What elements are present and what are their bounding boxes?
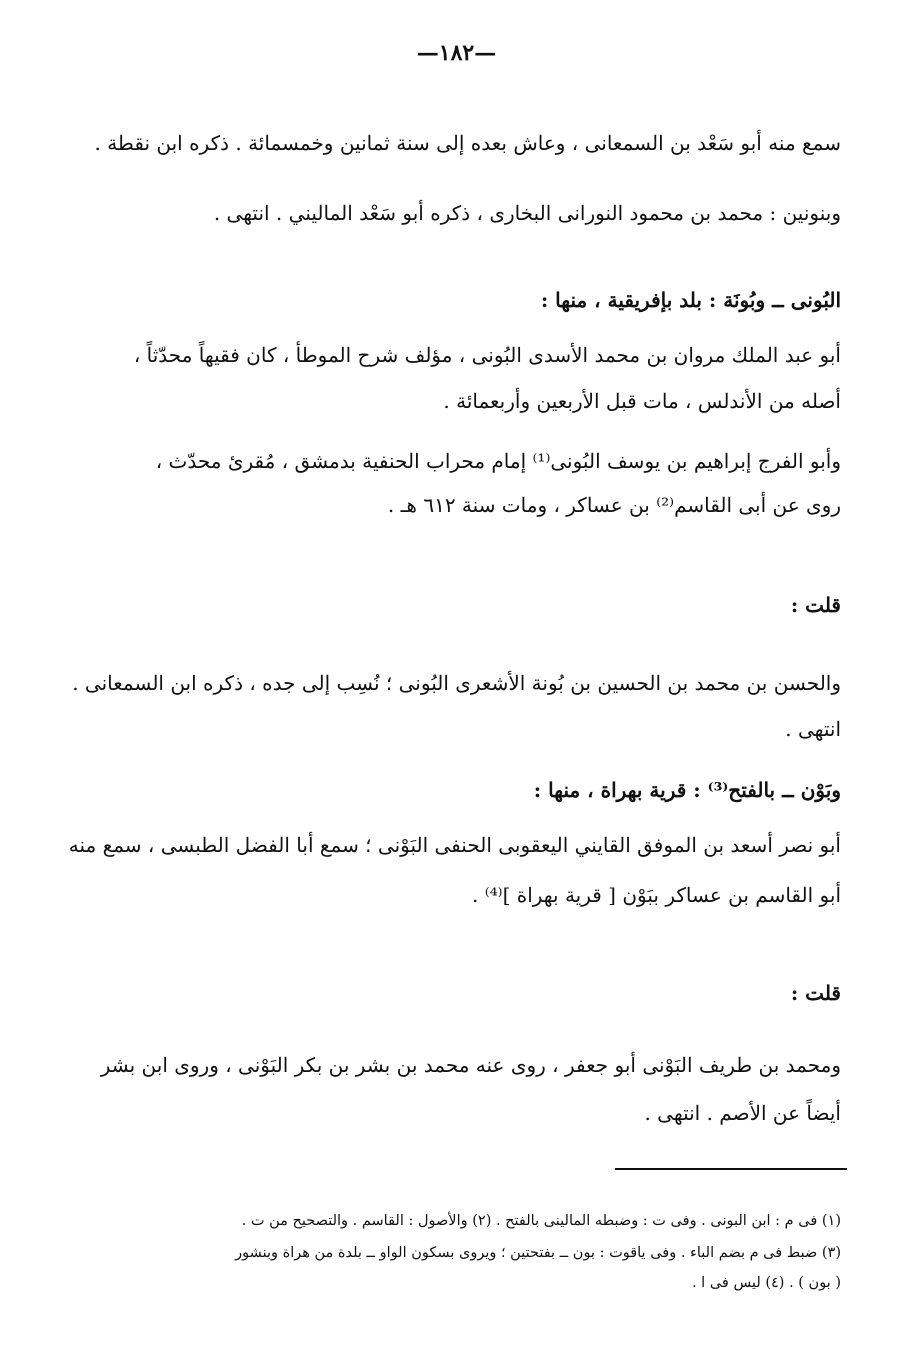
text-line: أبو القاسم بن عساكر ببَوْن [ قرية بهراة ]⁽⁴⁾ .	[471, 883, 841, 907]
text-line: وبنونين : محمد بن محمود النورانى البخارى ، ذكره أبو سَعْد الماليني . انتهى .	[213, 201, 841, 225]
entry-heading: البُونى ــ وبُونَة : بلد بإفريقية ، منها :	[540, 288, 841, 312]
text-line: سمع منه أبو سَعْد بن السمعانى ، وعاش بعده إلى سنة ثمانين وخمسمائة . ذكره ابن نقطة .	[94, 131, 841, 155]
text-line: ومحمد بن طريف البَوْنى أبو جعفر ، روى عنه محمد بن بشر بن بكر البَوْنى ، وروى ابن بشر	[100, 1053, 841, 1077]
text-line: روى عن أبى القاسم⁽²⁾ بن عساكر ، ومات سنة ٦١٢ هـ .	[387, 493, 841, 517]
text-line: أيضاً عن الأصم . انتهى .	[644, 1101, 841, 1125]
text-line: أصله من الأندلس ، مات قبل الأربعين وأربعمائة .	[443, 389, 841, 413]
entry-heading: وبَوْن ــ بالفتح⁽³⁾ : قرية بهراة ، منها :	[533, 778, 841, 802]
text-line: أبو نصر أسعد بن الموفق القايني اليعقوبى الحنفى البَوْنى ؛ سمع أبا الفضل الطبسى ، سمع منه	[68, 833, 841, 857]
footnote-line: (٣) ضبط فى م بضم الباء . وفى ياقوت : بون ــ بفتحتين ؛ ويروى بسكون الواو ــ بلدة من هراة وبنشور	[235, 1245, 841, 1261]
section-heading: قلت :	[790, 981, 841, 1005]
footnote-divider	[615, 1168, 847, 1170]
footnote-line: ( بون ) . (٤) ليس فى ا .	[691, 1275, 841, 1291]
text-line: انتهى .	[785, 717, 841, 741]
footnote-line: (١) فى م : ابن البونى . وفى ت : وضبطه المالينى بالفتح . (٢) والأصول : القاسم . والتصحيح من ت .	[241, 1213, 841, 1229]
section-heading: قلت :	[790, 593, 841, 617]
text-line: أبو عبد الملك مروان بن محمد الأسدى البُونى ، مؤلف شرح الموطأ ، كان فقيهاً محدّثاً ،	[133, 343, 841, 367]
text-line: وأبو الفرج إبراهيم بن يوسف البُونى⁽¹⁾ إمام محراب الحنفية بدمشق ، مُقرئ محدّث ،	[155, 449, 841, 473]
page-number: —١٨٢—	[416, 40, 497, 66]
text-line: والحسن بن محمد بن الحسين بن بُونة الأشعرى البُونى ؛ نُسِب إلى جده ، ذكره ابن السمعانى .	[72, 671, 841, 695]
